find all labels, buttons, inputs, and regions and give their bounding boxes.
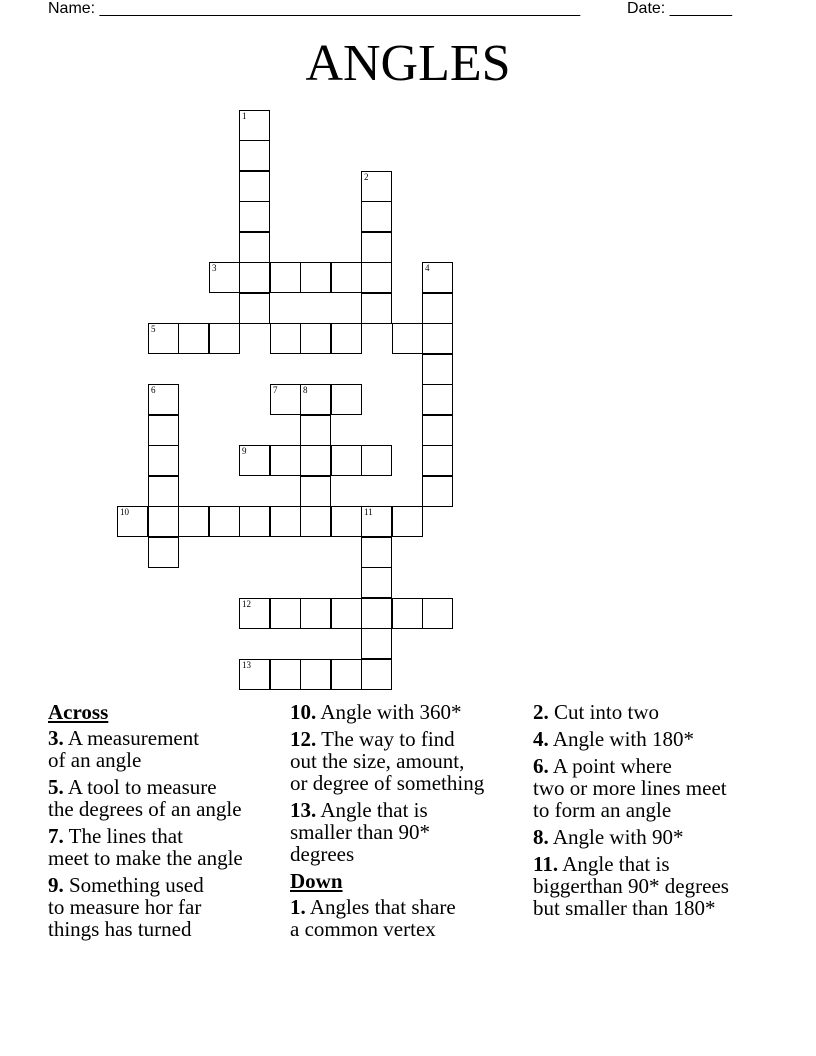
grid-cell[interactable]	[148, 384, 179, 415]
grid-cell[interactable]	[361, 293, 392, 324]
down-heading: Down	[290, 869, 343, 893]
clue-down-4: 4. Angle with 180*	[533, 727, 694, 751]
clues-column-3	[533, 701, 783, 924]
grid-cell[interactable]	[300, 415, 331, 446]
grid-cell[interactable]	[148, 445, 179, 476]
grid-cell[interactable]	[300, 506, 331, 537]
grid-cell[interactable]	[270, 323, 301, 354]
clue-number: 2	[364, 172, 369, 182]
clue-number: 8	[303, 385, 308, 395]
grid-cell[interactable]	[178, 506, 209, 537]
grid-cell[interactable]	[331, 659, 362, 690]
clue-across-5: 5. A tool to measure the degrees of an angle	[48, 775, 242, 821]
clue-number: 4	[425, 263, 430, 273]
name-line[interactable]: ______________________________________________________	[99, 0, 581, 17]
clue-number: 5	[151, 324, 156, 334]
grid-cell[interactable]	[422, 262, 453, 293]
grid-cell[interactable]	[239, 171, 270, 202]
grid-cell[interactable]	[361, 232, 392, 263]
grid-cell[interactable]	[361, 567, 392, 598]
grid-cell[interactable]	[239, 262, 270, 293]
grid-cell[interactable]	[300, 262, 331, 293]
grid-cell[interactable]	[270, 506, 301, 537]
grid-cell[interactable]	[270, 262, 301, 293]
grid-cell[interactable]	[270, 598, 301, 629]
grid-cell[interactable]	[148, 506, 179, 537]
grid-cell[interactable]	[239, 201, 270, 232]
clues-column-2	[290, 701, 528, 945]
clue-number: 12	[242, 599, 251, 609]
grid-cell[interactable]	[331, 445, 362, 476]
date-field[interactable]	[627, 0, 732, 18]
grid-cell[interactable]	[300, 445, 331, 476]
clue-number: 11	[364, 507, 373, 517]
grid-cell[interactable]	[392, 506, 423, 537]
grid-cell[interactable]	[361, 659, 392, 690]
grid-cell[interactable]	[300, 384, 331, 415]
grid-cell[interactable]	[239, 232, 270, 263]
grid-cell[interactable]	[178, 323, 209, 354]
grid-cell[interactable]	[209, 262, 240, 293]
clue-across-3: 3. A measurement of an angle	[48, 726, 200, 772]
clue-across-10: 10. Angle with 360*	[290, 700, 462, 724]
grid-cell[interactable]	[422, 323, 453, 354]
date-label: Date:	[627, 0, 666, 17]
grid-cell[interactable]	[117, 506, 148, 537]
grid-cell[interactable]	[422, 445, 453, 476]
grid-cell[interactable]	[422, 354, 453, 385]
clue-number: 7	[273, 385, 278, 395]
grid-cell[interactable]	[422, 476, 453, 507]
date-line[interactable]: _______	[669, 0, 732, 17]
grid-cell[interactable]	[361, 445, 392, 476]
grid-cell[interactable]	[361, 537, 392, 568]
grid-cell[interactable]	[331, 384, 362, 415]
grid-cell[interactable]	[361, 201, 392, 232]
grid-cell[interactable]	[209, 323, 240, 354]
grid-cell[interactable]	[392, 598, 423, 629]
clue-across-13: 13. Angle that is smaller than 90* degrees	[290, 798, 430, 866]
clue-number: 13	[242, 660, 251, 670]
clue-down-1: 1. Angles that share a common vertex	[290, 895, 456, 941]
clue-down-8: 8. Angle with 90*	[533, 825, 684, 849]
grid-cell[interactable]	[270, 384, 301, 415]
grid-cell[interactable]	[209, 506, 240, 537]
grid-cell[interactable]	[239, 445, 270, 476]
clue-number: 10	[120, 507, 129, 517]
grid-cell[interactable]	[148, 323, 179, 354]
grid-cell[interactable]	[331, 323, 362, 354]
clue-down-6: 6. A point where two or more lines meet to form an angle	[533, 754, 727, 822]
clues-column-1	[48, 701, 284, 945]
grid-cell[interactable]	[392, 323, 423, 354]
grid-cell[interactable]	[361, 171, 392, 202]
grid-cell[interactable]	[300, 476, 331, 507]
grid-cell[interactable]	[331, 262, 362, 293]
name-label: Name:	[48, 0, 96, 17]
grid-cell[interactable]	[300, 659, 331, 690]
clue-across-7: 7. The lines that meet to make the angle	[48, 824, 243, 870]
clue-number: 3	[212, 263, 217, 273]
grid-cell[interactable]	[331, 598, 362, 629]
grid-cell[interactable]	[361, 506, 392, 537]
grid-cell[interactable]	[239, 506, 270, 537]
page-title: ANGLES	[305, 35, 511, 92]
clue-number: 6	[151, 385, 156, 395]
clue-across-12: 12. The way to find out the size, amount, or degree of something	[290, 727, 485, 795]
grid-cell[interactable]	[239, 659, 270, 690]
clue-down-11: 11. Angle that is biggerthan 90* degrees but smaller than 180*	[533, 852, 729, 920]
grid-cell[interactable]	[331, 506, 362, 537]
grid-cell[interactable]	[239, 293, 270, 324]
grid-cell[interactable]	[422, 293, 453, 324]
grid-cell[interactable]	[361, 598, 392, 629]
grid-cell[interactable]	[422, 415, 453, 446]
grid-cell[interactable]	[422, 384, 453, 415]
grid-cell[interactable]	[300, 598, 331, 629]
grid-cell[interactable]	[148, 476, 179, 507]
grid-cell[interactable]	[361, 262, 392, 293]
grid-cell[interactable]	[239, 140, 270, 171]
grid-cell[interactable]	[361, 628, 392, 659]
grid-cell[interactable]	[270, 445, 301, 476]
clue-across-9: 9. Something used to measure hor far things has turned	[48, 873, 204, 941]
clue-number: 9	[242, 446, 247, 456]
grid-cell[interactable]	[300, 323, 331, 354]
across-heading: Across	[48, 700, 109, 724]
grid-cell[interactable]	[239, 110, 270, 141]
grid-cell[interactable]	[148, 537, 179, 568]
grid-cell[interactable]	[422, 598, 453, 629]
grid-cell[interactable]	[148, 415, 179, 446]
name-field[interactable]	[48, 0, 580, 18]
clue-down-2: 2. Cut into two	[533, 700, 660, 724]
grid-cell[interactable]	[270, 659, 301, 690]
clue-number: 1	[242, 111, 247, 121]
grid-cell[interactable]	[239, 598, 270, 629]
